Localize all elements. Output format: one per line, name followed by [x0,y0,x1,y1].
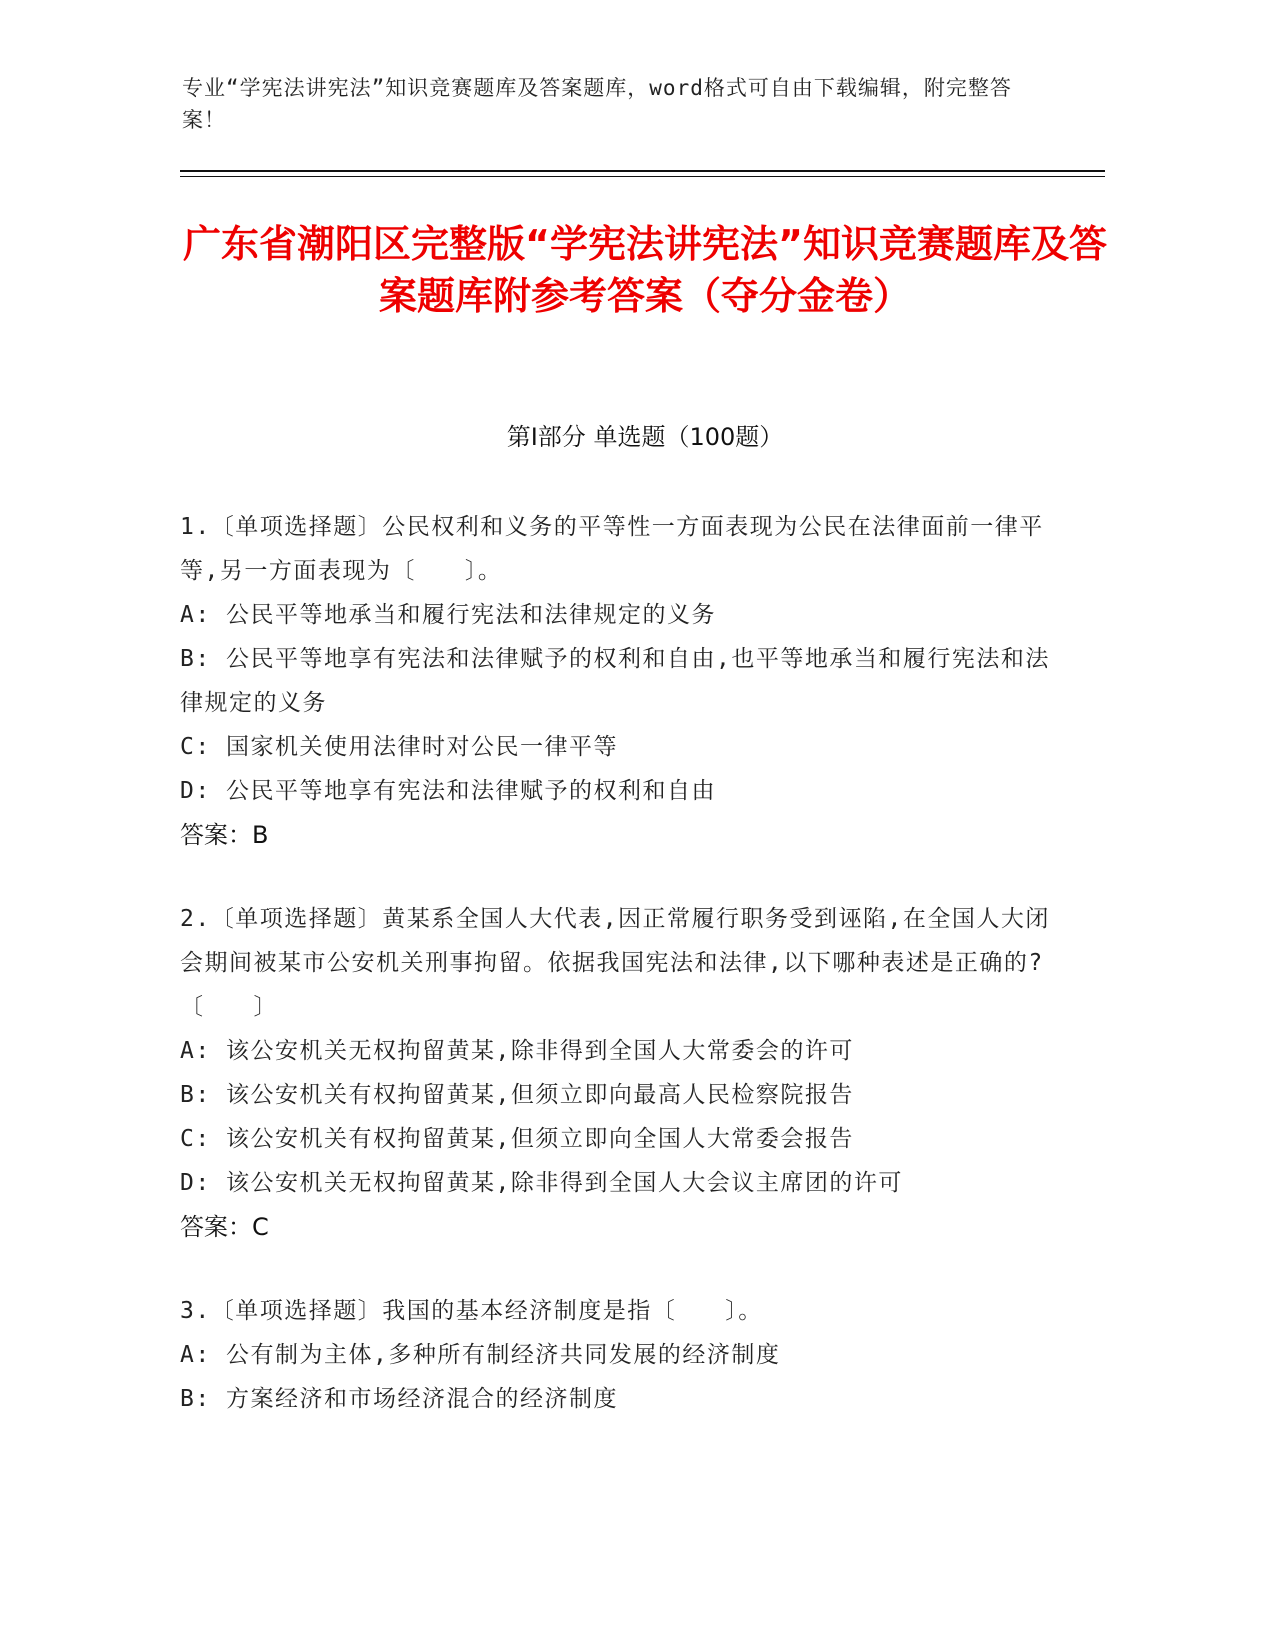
option-a: A: 公有制为主体,多种所有制经济共同发展的经济制度 [180,1342,781,1368]
option-d: D: 该公安机关无权拘留黄某,除非得到全国人大会议主席团的许可 [180,1170,903,1196]
question-1 [180,505,1050,857]
question-list [180,505,1050,1461]
question-2 [180,897,1050,1249]
option-d: D: 公民平等地享有宪法和法律赋予的权利和自由 [180,778,717,804]
question-stem: 1.〔单项选择题〕公民权利和义务的平等性一方面表现为公民在法律面前一律平等,另一方面表现为〔 〕。 [180,514,1044,584]
answer-key: 答案：C [180,1213,269,1241]
answer-key: 答案：B [180,821,269,849]
document-title: 广东省潮阳区完整版“学宪法讲宪法”知识竞赛题库及答案题库附参考答案（夺分金卷） [183,222,1107,318]
option-b: B: 公民平等地享有宪法和法律赋予的权利和自由,也平等地承当和履行宪法和法律规定的义务 [180,646,1050,716]
header-divider-thin [180,176,1105,177]
header-divider-thick [180,170,1105,172]
question-3 [180,1289,1050,1421]
section-title: 第Ⅰ部分 单选题（100题） [506,423,784,451]
option-a: A: 该公安机关无权拘留黄某,除非得到全国人大常委会的许可 [180,1038,854,1064]
question-stem: 3.〔单项选择题〕我国的基本经济制度是指〔 〕。 [180,1298,763,1324]
option-b: B: 方案经济和市场经济混合的经济制度 [180,1386,619,1412]
option-b: B: 该公安机关有权拘留黄某,但须立即向最高人民检察院报告 [180,1082,854,1108]
header-note: 专业“学宪法讲宪法”知识竞赛题库及答案题库，word格式可自由下载编辑，附完整答案！ [182,76,1012,132]
question-stem: 2.〔单项选择题〕黄某系全国人大代表,因正常履行职务受到诬陷,在全国人大闭会期间被某市公安机关刑事拘留。依据我国宪法和法律,以下哪种表述是正确的?〔 〕 [180,906,1050,1020]
option-a: A: 公民平等地承当和履行宪法和法律规定的义务 [180,602,717,628]
option-c: C: 该公安机关有权拘留黄某,但须立即向全国人大常委会报告 [180,1126,854,1152]
option-c: C: 国家机关使用法律时对公民一律平等 [180,734,619,760]
